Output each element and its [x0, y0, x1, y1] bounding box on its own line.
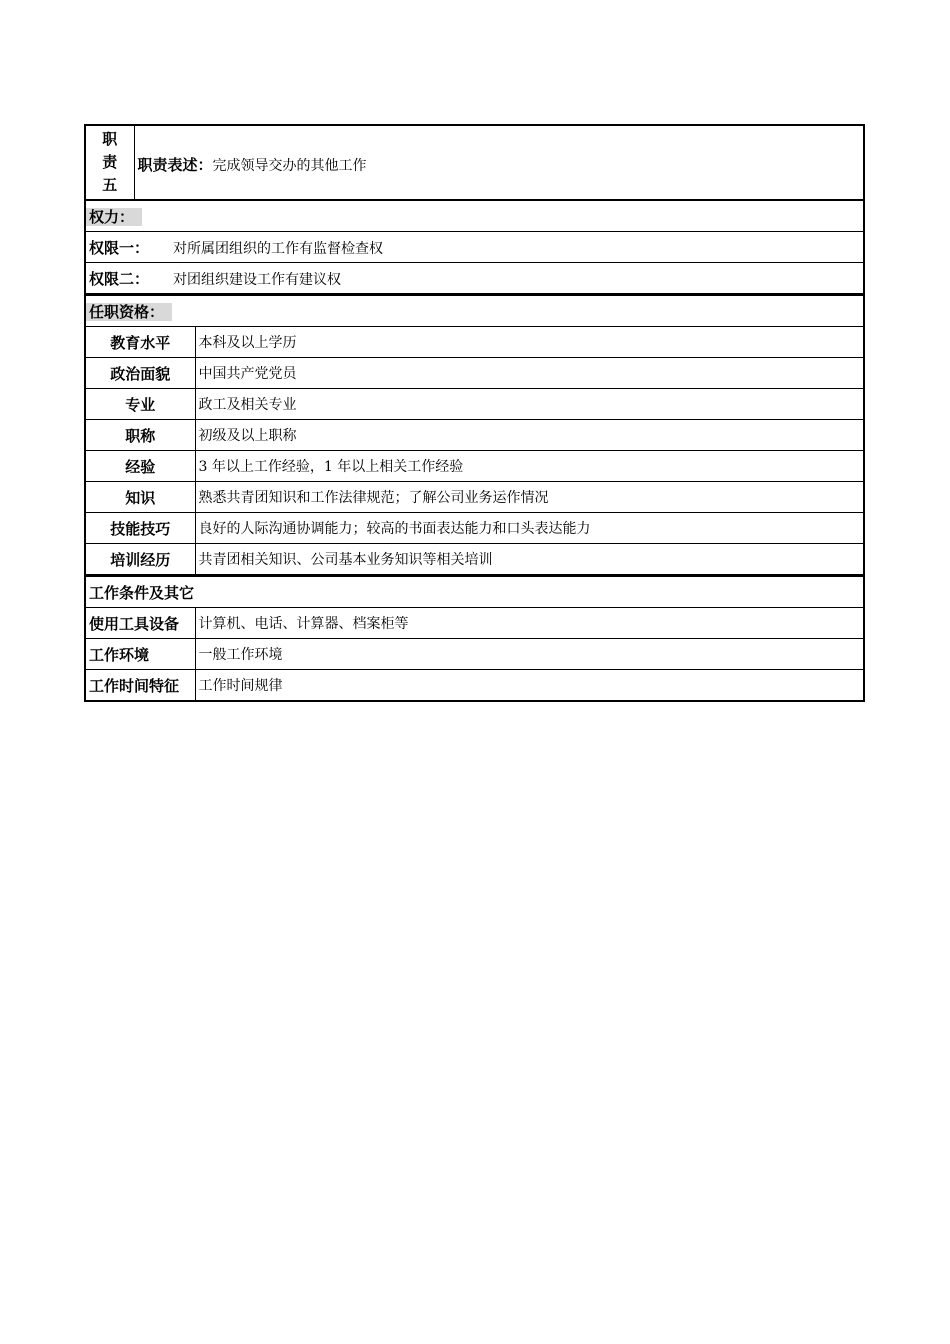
qualification-value: 初级及以上职称 — [195, 420, 864, 451]
qualification-row — [85, 420, 864, 451]
qualification-label: 教育水平 — [85, 327, 195, 358]
qualifications-table — [84, 295, 865, 576]
qualification-row — [85, 513, 864, 544]
authority-header: 权力： — [86, 208, 142, 226]
condition-row — [85, 670, 864, 702]
qualification-value: 3 年以上工作经验，1 年以上相关工作经验 — [195, 451, 864, 482]
qualification-value: 熟悉共青团知识和工作法律规范；了解公司业务运作情况 — [195, 482, 864, 513]
qualification-value: 本科及以上学历 — [195, 327, 864, 358]
authority-row — [85, 232, 864, 263]
qualification-value: 共青团相关知识、公司基本业务知识等相关培训 — [195, 544, 864, 576]
qualification-label: 技能技巧 — [85, 513, 195, 544]
qualification-row — [85, 451, 864, 482]
authority-label: 权限一： — [89, 238, 150, 257]
conditions-header: 工作条件及其它 — [85, 577, 864, 608]
duty5-desc-text: 完成领导交办的其他工作 — [212, 158, 367, 174]
duty5-desc-label: 职责表述： — [137, 156, 213, 174]
qualification-value: 中国共产党党员 — [195, 358, 864, 389]
duty5-label-char: 责 — [102, 153, 118, 171]
qualification-row — [85, 327, 864, 358]
qualifications-header-row — [85, 296, 864, 327]
qualification-row — [85, 358, 864, 389]
qualification-row — [85, 389, 864, 420]
duty5-description — [134, 125, 864, 200]
duty5-label — [85, 125, 134, 200]
conditions-header-row — [85, 577, 864, 608]
qualification-value: 良好的人际沟通协调能力；较高的书面表达能力和口头表达能力 — [195, 513, 864, 544]
qualification-label: 经验 — [85, 451, 195, 482]
condition-value: 一般工作环境 — [195, 639, 864, 670]
job-description-table — [84, 124, 865, 702]
qualification-label: 知识 — [85, 482, 195, 513]
authority-row — [85, 263, 864, 295]
authority-header-row — [85, 200, 864, 232]
authority-text: 对所属团组织的工作有监督检查权 — [173, 240, 383, 257]
authority-text: 对团组织建设工作有建议权 — [173, 271, 341, 288]
condition-row — [85, 639, 864, 670]
qualification-label: 培训经历 — [85, 544, 195, 576]
duty5-label-char: 五 — [102, 176, 118, 194]
qualifications-header: 任职资格： — [86, 303, 172, 321]
qualification-row — [85, 544, 864, 576]
qualification-value: 政工及相关专业 — [195, 389, 864, 420]
duty5-row — [85, 125, 864, 200]
condition-label: 使用工具设备 — [85, 608, 195, 639]
conditions-table — [84, 576, 865, 702]
condition-label: 工作环境 — [85, 639, 195, 670]
condition-row — [85, 608, 864, 639]
authority-label: 权限二： — [89, 269, 150, 288]
qualification-row — [85, 482, 864, 513]
duty5-label-char: 职 — [102, 130, 118, 148]
condition-value: 工作时间规律 — [195, 670, 864, 702]
qualification-label: 政治面貌 — [85, 358, 195, 389]
duty5-table — [84, 124, 865, 295]
condition-value: 计算机、电话、计算器、档案柜等 — [195, 608, 864, 639]
condition-label: 工作时间特征 — [85, 670, 195, 702]
qualification-label: 职称 — [85, 420, 195, 451]
qualification-label: 专业 — [85, 389, 195, 420]
